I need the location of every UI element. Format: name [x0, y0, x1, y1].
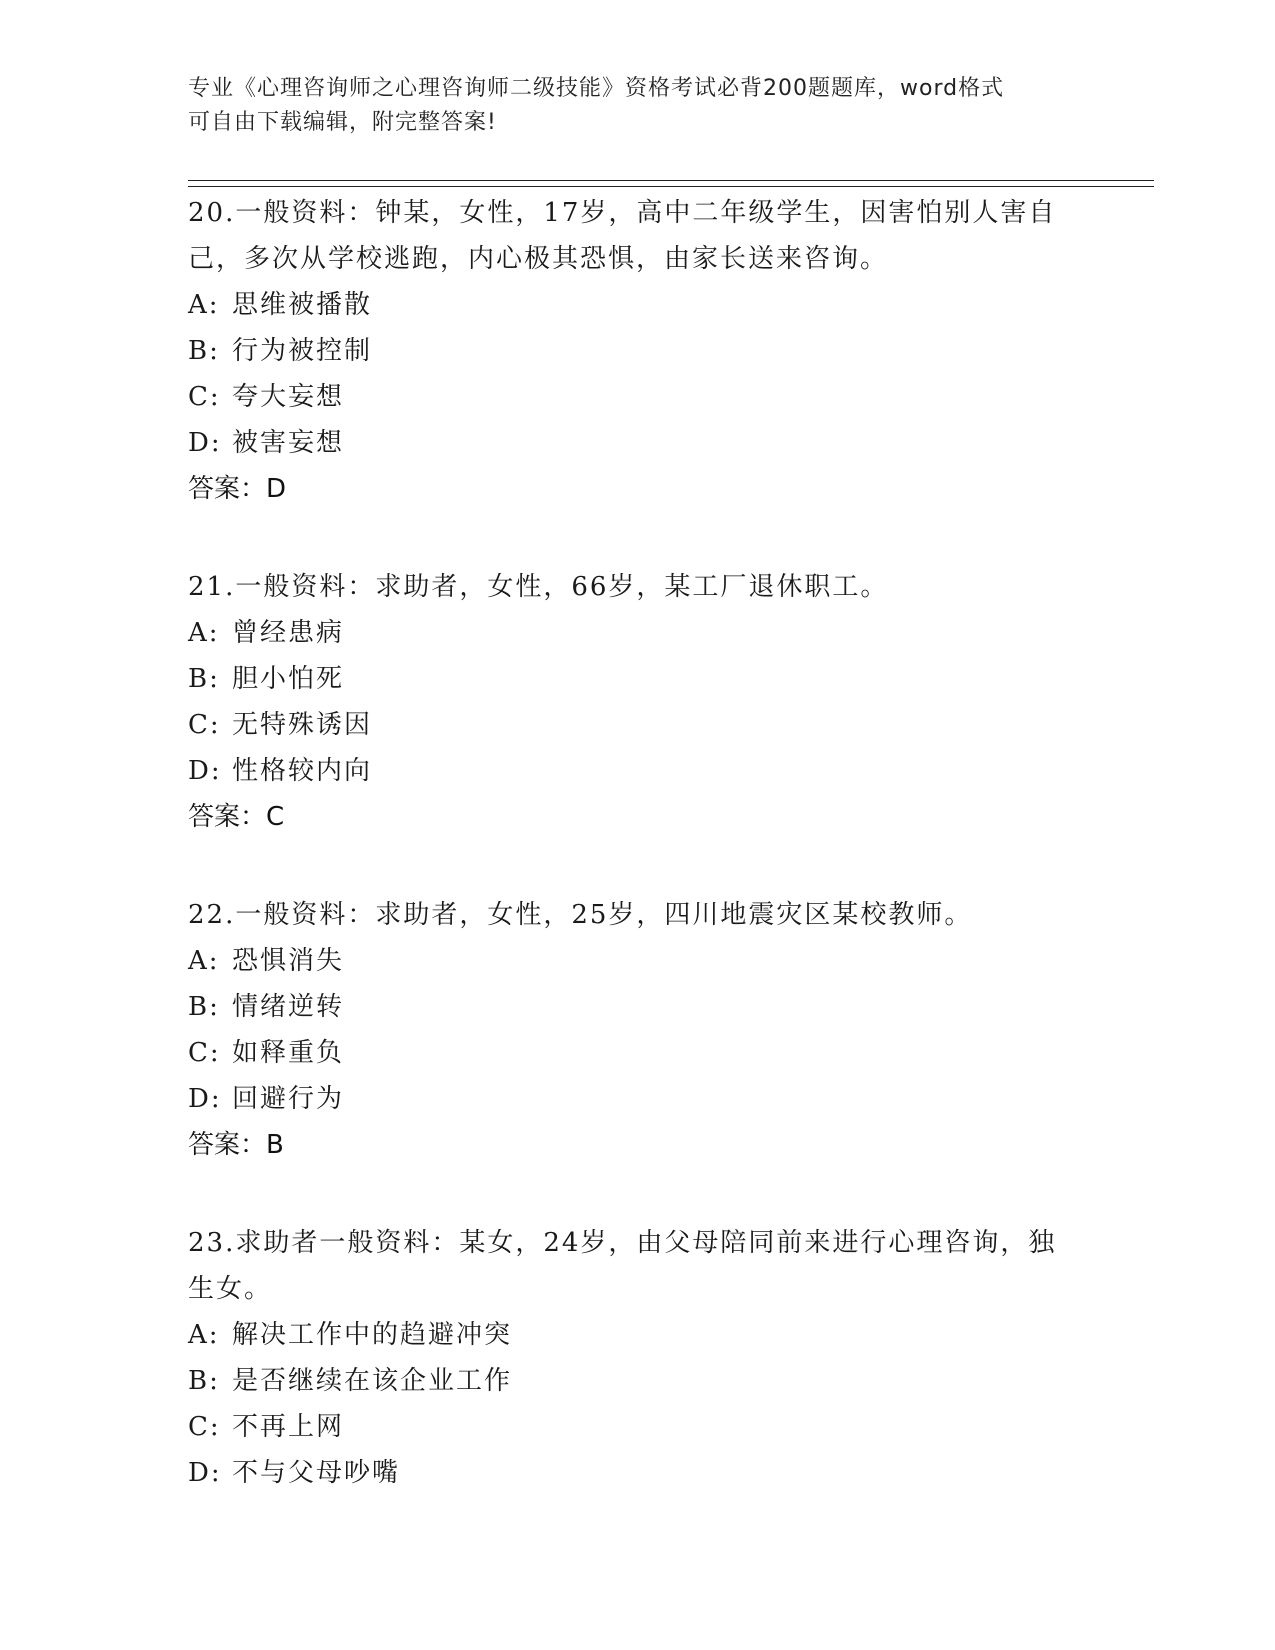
option-text: 思维被播散 [232, 290, 373, 320]
option-text: 是否继续在该企业工作 [232, 1366, 513, 1396]
option-b [188, 1358, 1088, 1404]
option-letter: C: [188, 1412, 221, 1442]
question-stem: 己，多次从学校逃跑，内心极其恐惧，由家长送来咨询。 [188, 244, 889, 274]
option-letter: C: [188, 710, 221, 740]
option-letter: C: [188, 382, 221, 412]
option-letter: A: [188, 1320, 220, 1350]
document-header [188, 72, 1068, 140]
question-23 [188, 1220, 1088, 1496]
question-22 [188, 892, 1088, 1168]
option-letter: B: [188, 992, 220, 1022]
option-letter: A: [188, 290, 220, 320]
option-text: 曾经患病 [232, 618, 345, 648]
option-letter: D: [188, 428, 222, 458]
option-a [188, 938, 1088, 984]
option-b [188, 328, 1088, 374]
question-list [188, 190, 1088, 1548]
option-text: 回避行为 [232, 1084, 345, 1114]
option-text: 不再上网 [232, 1412, 345, 1442]
option-letter: A: [188, 618, 220, 648]
option-c [188, 374, 1088, 420]
question-stem: 22.一般资料：求助者，女性，25岁，四川地震灾区某校教师。 [188, 900, 973, 930]
option-c [188, 1030, 1088, 1076]
option-d [188, 420, 1088, 466]
option-letter: A: [188, 946, 220, 976]
question-stem: 23.求助者一般资料：某女，24岁，由父母陪同前来进行心理咨询，独 [188, 1228, 1057, 1258]
option-text: 夸大妄想 [232, 382, 345, 412]
option-letter: B: [188, 336, 220, 366]
option-text: 无特殊诱因 [232, 710, 373, 740]
option-c [188, 1404, 1088, 1450]
question-stem: 20.一般资料：钟某，女性，17岁，高中二年级学生，因害怕别人害自 [188, 198, 1057, 228]
answer: 答案：C [188, 802, 285, 832]
option-c [188, 702, 1088, 748]
option-a [188, 610, 1088, 656]
option-letter: B: [188, 1366, 220, 1396]
option-text: 解决工作中的趋避冲突 [232, 1320, 513, 1350]
option-letter: B: [188, 664, 220, 694]
option-a [188, 282, 1088, 328]
question-20 [188, 190, 1088, 512]
option-text: 被害妄想 [232, 428, 345, 458]
option-text: 如释重负 [232, 1038, 345, 1068]
option-text: 情绪逆转 [232, 992, 345, 1022]
option-b [188, 656, 1088, 702]
answer: 答案：B [188, 1130, 284, 1160]
answer: 答案：D [188, 474, 287, 504]
option-b [188, 984, 1088, 1030]
header-divider-thin [188, 186, 1154, 187]
option-a [188, 1312, 1088, 1358]
option-d [188, 1076, 1088, 1122]
option-text: 性格较内向 [232, 756, 373, 786]
question-stem: 21.一般资料：求助者，女性，66岁，某工厂退休职工。 [188, 572, 889, 602]
question-stem: 生女。 [188, 1274, 273, 1304]
option-d [188, 1450, 1088, 1496]
option-letter: D: [188, 1084, 222, 1114]
header-line-2: 可自由下载编辑，附完整答案! [188, 110, 497, 135]
header-line-1: 专业《心理咨询师之心理咨询师二级技能》资格考试必背200题题库，word格式 [188, 76, 1005, 101]
option-d [188, 748, 1088, 794]
option-letter: D: [188, 756, 222, 786]
option-text: 不与父母吵嘴 [232, 1458, 401, 1488]
question-21 [188, 564, 1088, 840]
header-divider [188, 180, 1154, 181]
option-letter: C: [188, 1038, 221, 1068]
option-letter: D: [188, 1458, 222, 1488]
option-text: 行为被控制 [232, 336, 373, 366]
option-text: 胆小怕死 [232, 664, 345, 694]
option-text: 恐惧消失 [232, 946, 345, 976]
